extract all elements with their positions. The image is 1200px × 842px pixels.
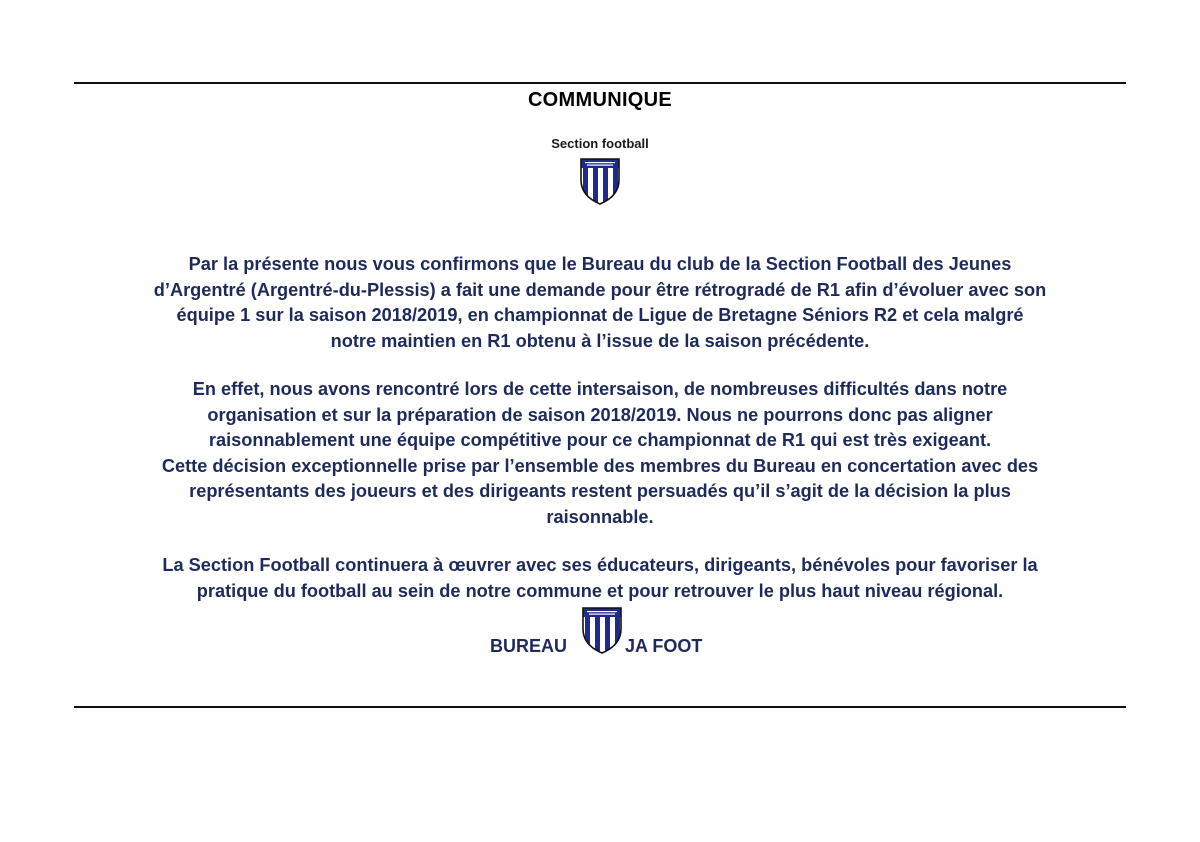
- text-line: équipe 1 sur la saison 2018/2019, en championnat de Ligue de Bretagne Séniors R2 et cela malgré: [176, 305, 1024, 326]
- text-line: En effet, nous avons rencontré lors de cette intersaison, de nombreuses difficultés dans notre: [192, 379, 1008, 399]
- text-line: d’Argentré (Argentré-du-Plessis) a fait une demande pour être rétrogradé de R1 afin d’évoluer avec son: [153, 279, 1047, 300]
- section-subtitle: Section football: [551, 136, 649, 151]
- text-line: organisation et sur la préparation de saison 2018/2019. Nous ne pourrons donc pas aligner: [207, 404, 993, 425]
- text-line: pratique du football au sein de notre commune et pour retrouver le plus haut niveau régional.: [196, 580, 1004, 601]
- text-line: représentants des joueurs et des dirigeants restent persuadés qu’il s’agit de la décision la plus: [189, 481, 1011, 502]
- paragraph-1: [74, 252, 1126, 354]
- text-line: Par la présente nous vous confirmons que le Bureau du club de la Section Football des Jeunes: [188, 254, 1012, 274]
- text-line: notre maintien en R1 obtenu à l’issue de la saison précédente.: [330, 330, 870, 351]
- bottom-divider: [74, 706, 1126, 708]
- text-line: La Section Football continuera à œuvrer avec ses éducateurs, dirigeants, bénévoles pour favoriser la: [162, 555, 1038, 575]
- text-line: raisonnablement une équipe compétitive pour ce championnat de R1 qui est très exigeant.: [208, 430, 992, 451]
- club-crest-icon: [578, 154, 622, 206]
- paragraph-2: [74, 377, 1126, 531]
- text-line: raisonnable.: [546, 506, 654, 527]
- signature-ja-foot: JA FOOT: [625, 636, 703, 656]
- signature-crest-icon: [580, 603, 624, 655]
- top-divider: [74, 82, 1126, 84]
- text-line: Cette décision exceptionnelle prise par l’ensemble des membres du Bureau en concertation avec des: [161, 455, 1039, 476]
- page-title: COMMUNIQUE: [527, 89, 673, 111]
- signature-bureau: BUREAU: [490, 636, 568, 656]
- paragraph-3: [74, 553, 1126, 604]
